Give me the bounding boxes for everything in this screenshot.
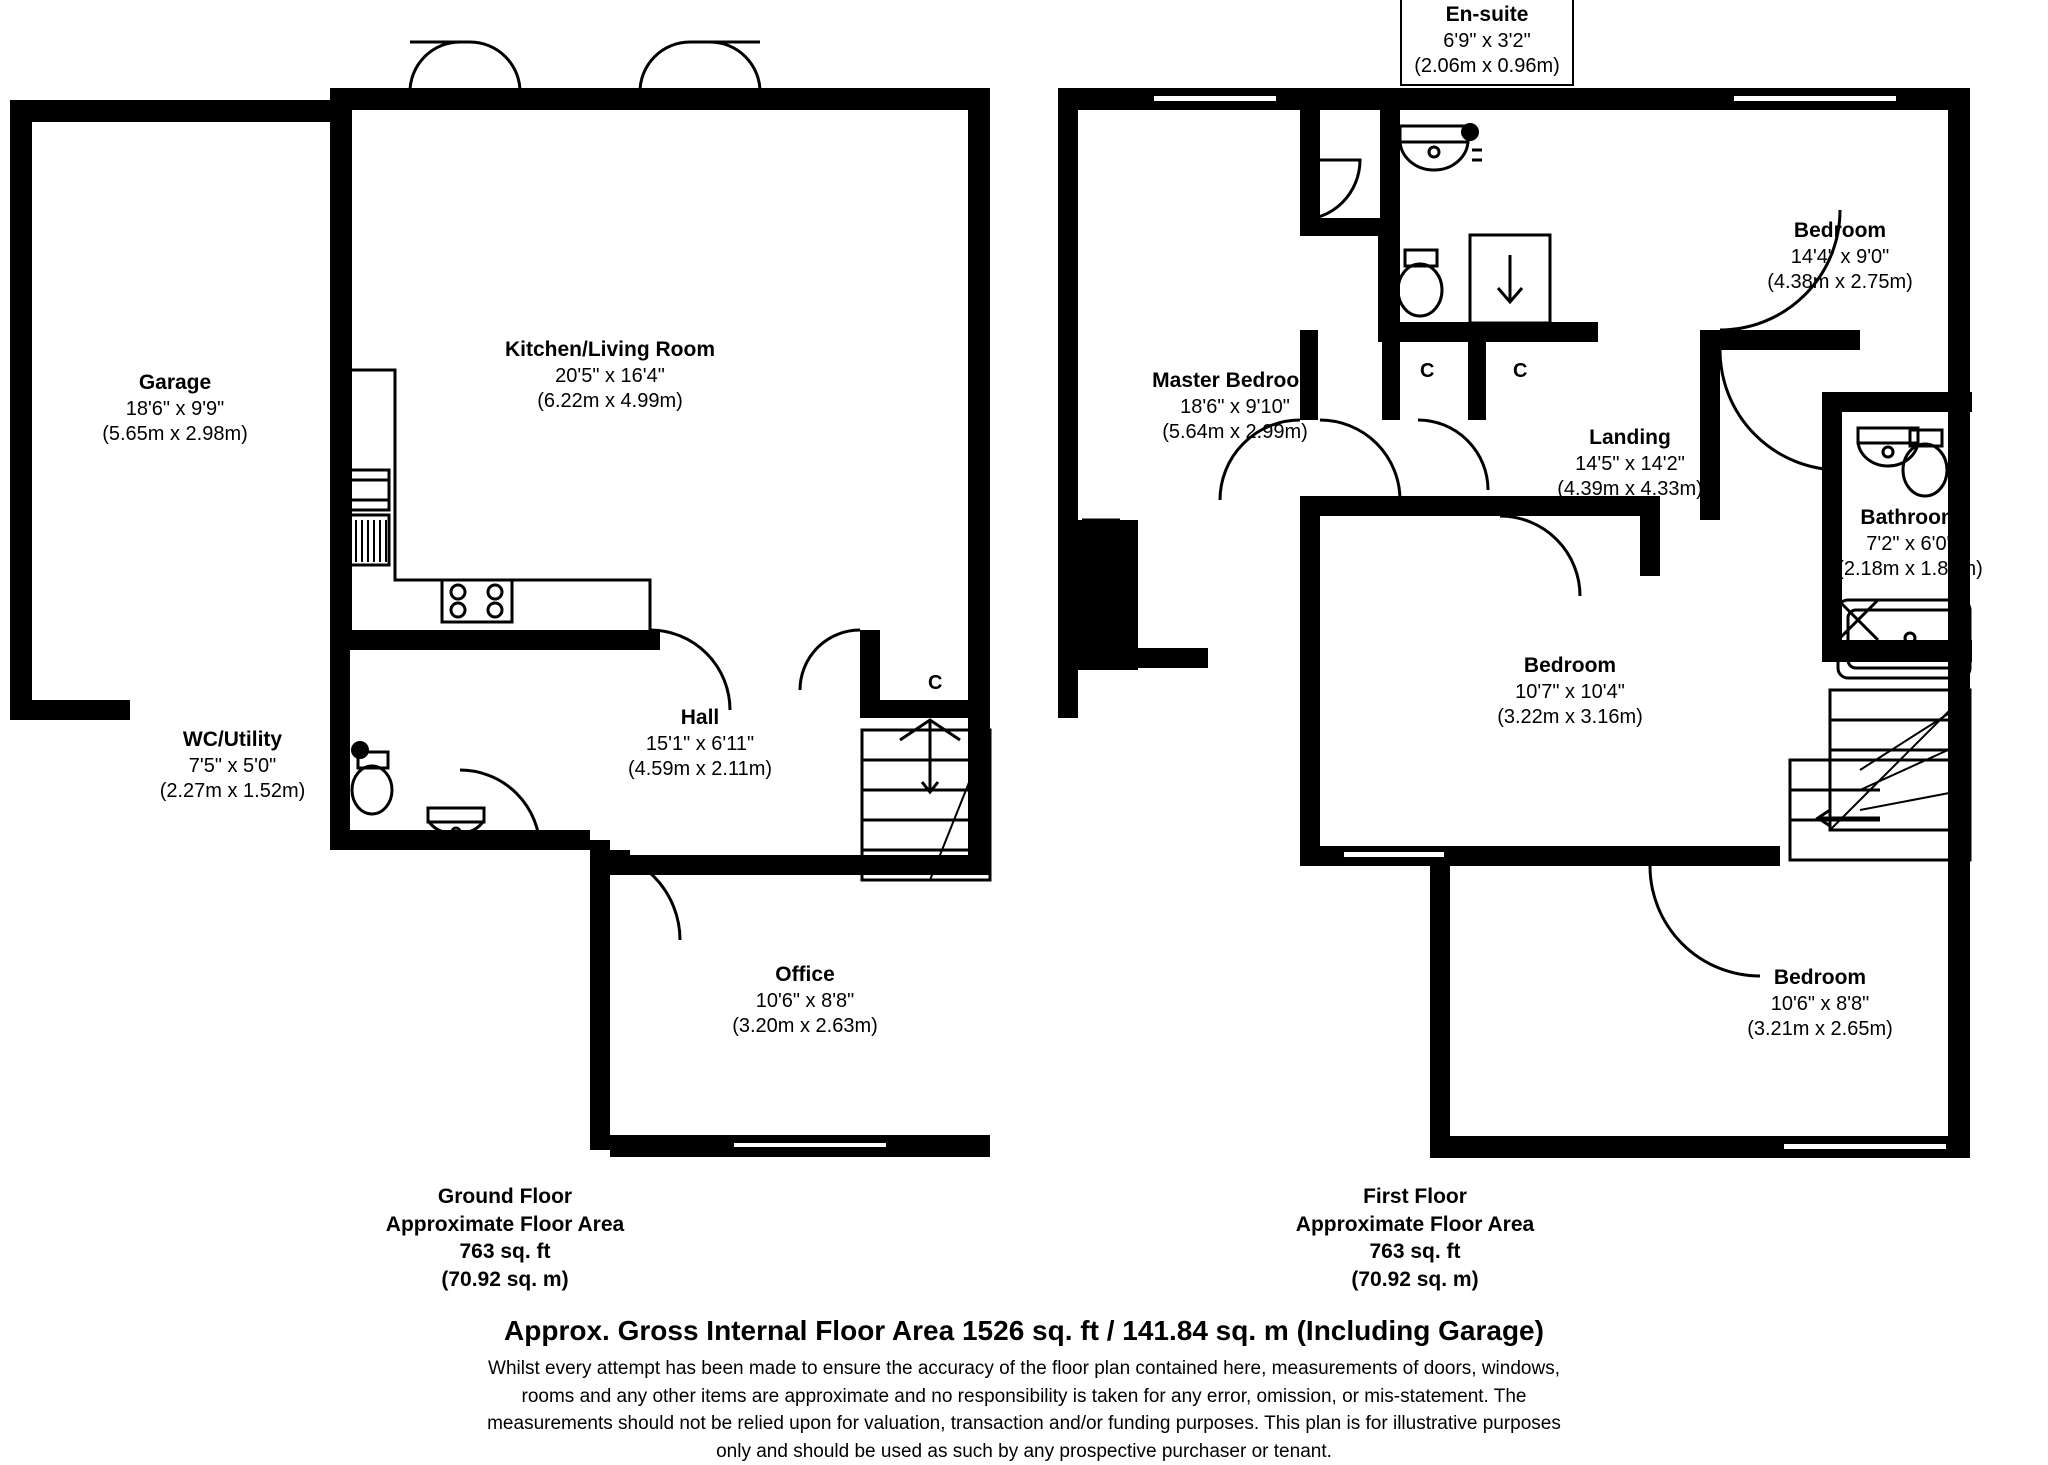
room-dim-metric: (4.59m x 2.11m) [627,758,773,781]
room-dim-metric: (2.18m x 1.82m) [1837,558,1983,581]
room-name: En-suite [1445,3,1529,26]
room-name: Garage [138,371,212,394]
room-dim-imperial: 20'5" x 16'4" [555,364,665,387]
room-name: Landing [1589,426,1671,449]
room-label-hall [555,705,845,783]
closet-label-first-left: C [1420,360,1435,382]
caption-line: Approximate Floor Area [1295,1212,1535,1236]
room-label-bedroom-rear [1680,965,1960,1043]
room-dim-imperial: 7'5" x 5'0" [188,754,277,777]
room-dim-imperial: 10'6" x 8'8" [755,989,855,1012]
room-label-bathroom [1770,505,2048,583]
caption-line: 763 sq. ft [1369,1240,1461,1264]
closet-label-ground: C [928,672,943,694]
room-dim-metric: (3.20m x 2.63m) [732,1015,878,1038]
room-dim-imperial: 10'7" x 10'4" [1515,680,1625,703]
disclaimer-line: Whilst every attempt has been made to ensure the accuracy of the floor plan contained here, measurements of doors, windows, [488,1358,1560,1379]
room-dim-imperial: 7'2" x 6'0" [1866,532,1954,555]
closet-label-first-right: C [1513,360,1528,382]
room-dim-imperial: 15'1" x 6'11" [645,732,755,755]
room-name: WC/Utility [182,728,283,751]
room-name: Bedroom [1523,654,1617,677]
caption-line: (70.92 sq. m) [441,1268,569,1292]
disclaimer-line: measurements should not be relied upon for valuation, transaction and/or funding purposes. This plan is for illustrative purposes [487,1413,1561,1435]
caption-line: Ground Floor [437,1185,573,1208]
room-label-bedroom-front [1700,218,1980,296]
room-dim-imperial: 18'6" x 9'10" [1180,395,1290,418]
caption-line: Approximate Floor Area [385,1212,625,1236]
room-dim-metric: (6.22m x 4.99m) [537,390,683,413]
disclaimer-line: rooms and any other items are approximate and no responsibility is taken for any error, omission, or mis-statement. The [521,1385,1527,1407]
room-dim-metric: (4.38m x 2.75m) [1767,271,1913,294]
room-name: Master Bedroom [1152,369,1318,392]
room-label-en-suite [1400,0,1574,86]
disclaimer [324,1355,1724,1465]
first-floor-caption [1250,1183,1580,1294]
room-name: Office [775,963,835,986]
room-name: Hall [680,706,720,729]
room-label-wc-utility [110,727,355,805]
room-dim-metric: (5.64m x 2.99m) [1162,421,1308,444]
room-dim-metric: (3.22m x 3.16m) [1497,706,1643,729]
room-dim-imperial: 14'4" x 9'0" [1790,245,1890,268]
room-dim-imperial: 18'6" x 9'9" [125,397,225,420]
room-dim-imperial: 6'9" x 3'2" [1443,29,1531,52]
room-name: Kitchen/Living Room [505,338,715,361]
gross-internal-area: Approx. Gross Internal Floor Area 1526 sq. ft / 141.84 sq. m (Including Garage) [504,1315,1544,1346]
room-label-garage [40,370,310,448]
room-dim-imperial: 14'5" x 14'2" [1575,452,1685,475]
room-dim-metric: (2.27m x 1.52m) [159,780,306,803]
room-dim-metric: (5.65m x 2.98m) [102,423,248,446]
disclaimer-line: only and should be used as such by any prospective purchaser or tenant. [716,1440,1332,1462]
room-label-bedroom-middle [1430,653,1710,731]
room-dim-metric: (2.06m x 0.96m) [1414,55,1560,78]
room-label-landing [1490,425,1770,503]
room-dim-imperial: 10'6" x 8'8" [1770,992,1870,1015]
room-label-kitchen-living-room [410,337,810,415]
room-label-office [665,962,945,1040]
room-name: Bathroom [1860,506,1960,529]
room-label-master-bedroom [1090,368,1380,446]
caption-line: 763 sq. ft [459,1240,551,1264]
room-name: Bedroom [1793,219,1887,242]
room-dim-metric: (4.39m x 4.33m) [1557,478,1703,501]
ground-floor-caption [330,1183,680,1294]
room-name: Bedroom [1773,966,1867,989]
caption-line: First Floor [1363,1185,1467,1208]
room-dim-metric: (3.21m x 2.65m) [1747,1018,1893,1041]
washing-machine-label: W [1087,569,1106,591]
caption-line: (70.92 sq. m) [1351,1268,1479,1292]
